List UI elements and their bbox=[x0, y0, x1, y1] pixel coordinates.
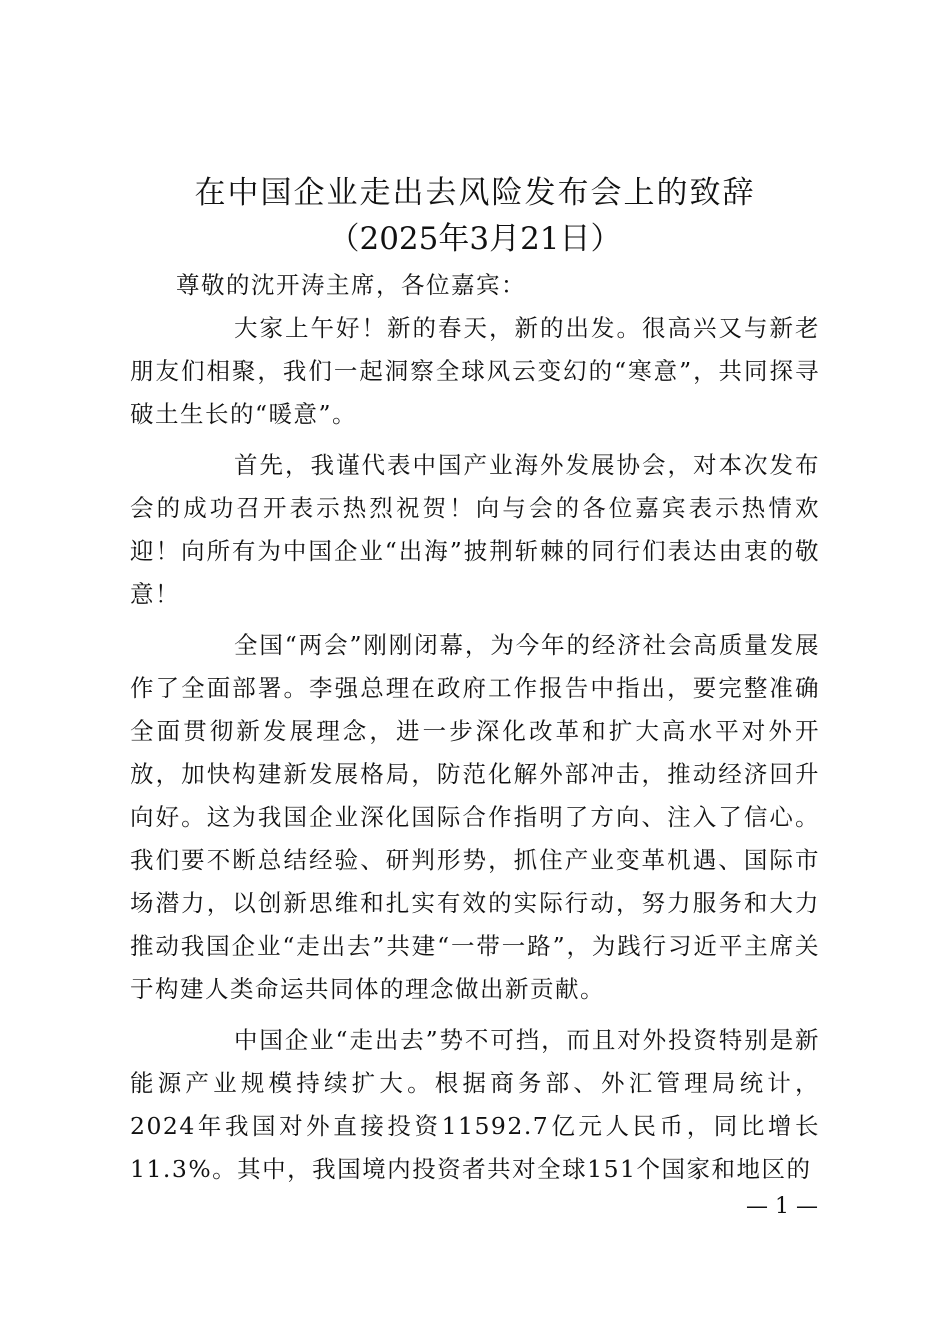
speech-body bbox=[130, 264, 820, 1199]
paragraph-two-sessions: 全国“两会”刚刚闭幕，为今年的经济社会高质量发展作了全面部署。李强总理在政府工作报告中指出，要完整准确全面贯彻新发展理念，进一步深化改革和扩大高水平对外开放，加快构建新发展格局，防范化解外部冲击，推动经济回升向好。这为我国企业深化国际合作指明了方向、注入了信心。我们要不断总结经验、研判形势，抓住产业变革机遇、国际市场潜力，以创新思维和扎实有效的实际行动，努力服务和大力推动我国企业“走出去”共建“一带一路”，为践行习近平主席关于构建人类命运共同体的理念做出新贡献。 bbox=[130, 631, 820, 1003]
title-block bbox=[0, 170, 950, 262]
document-date: （2025年3月21日） bbox=[328, 221, 622, 257]
salutation: 尊敬的沈开涛主席，各位嘉宾： bbox=[176, 271, 526, 299]
paragraph-investment: 中国企业“走出去”势不可挡，而且对外投资特别是新能源产业规模持续扩大。根据商务部、外汇管理局统计，2024年我国对外直接投资11592.7亿元人民币，同比增长11.3%。其中，我国境内投资者共对全球151个国家和地区的 bbox=[130, 1026, 820, 1183]
paragraph-congratulations: 首先，我谨代表中国产业海外发展协会，对本次发布会的成功召开表示热烈祝贺！向与会的各位嘉宾表示热情欢迎！向所有为中国企业“出海”披荆斩棘的同行们表达由衷的敬意！ bbox=[130, 451, 820, 608]
paragraph-greeting: 大家上午好！新的春天，新的出发。很高兴又与新老朋友们相聚，我们一起洞察全球风云变幻的“寒意”，共同探寻破土生长的“暖意”。 bbox=[130, 314, 820, 428]
document-title: 在中国企业走出去风险发布会上的致辞 bbox=[194, 175, 756, 211]
page-number: — 1 — bbox=[746, 1194, 818, 1219]
